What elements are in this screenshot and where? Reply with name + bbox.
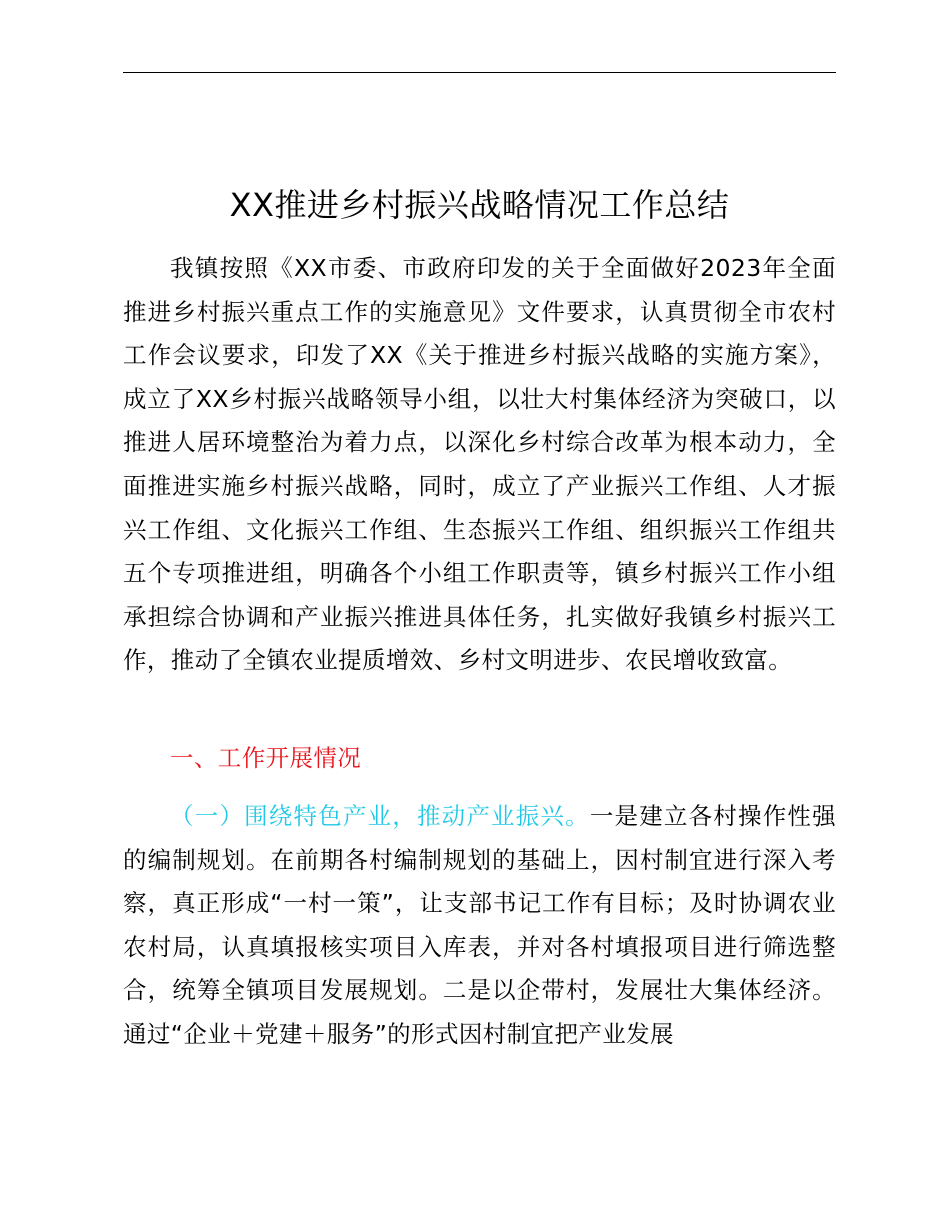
section-heading: 一、工作开展情况 xyxy=(170,744,362,772)
subsection-body: 一是建立各村操作性强的编制规划。在前期各村编制规划的基础上，因村制宜进行深入考察，真正形成“一村一策”，让支部书记工作有目标；及时协调农业农村局，认真填报核实项目入库表，并对各村填报项目进行筛选整合，统筹全镇项目发展规划。二是以企带村，发展壮大集体经济。通过“企业＋党建＋服务”的形式因村制宜把产业发展 xyxy=(123,802,836,1048)
intro-paragraph: 我镇按照《XX市委、市政府印发的关于全面做好2023年全面推进乡村振兴重点工作的实施意见》文件要求，认真贯彻全市农村工作会议要求，印发了XX《关于推进乡村振兴战略的实施方案》，成立了XX乡村振兴战略领导小组，以壮大村集体经济为突破口，以推进人居环境整治为着力点，以深化乡村综合改革为根本动力，全面推进实施乡村振兴战略，同时，成立了产业振兴工作组、人才振兴工作组、文化振兴工作组、生态振兴工作组、组织振兴工作组共五个专项推进组，明确各个小组工作职责等，镇乡村振兴工作小组承担综合协调和产业振兴推进具体任务，扎实做好我镇乡村振兴工作，推动了全镇农业提质增效、乡村文明进步、农民增收致富。 xyxy=(123,254,836,675)
subsection-paragraph xyxy=(123,795,836,1057)
header-rule xyxy=(123,72,836,73)
document-title: XX推进乡村振兴战略情况工作总结 xyxy=(229,186,730,224)
subsection-heading: （一）围绕特色产业，推动产业振兴。 xyxy=(170,802,590,830)
